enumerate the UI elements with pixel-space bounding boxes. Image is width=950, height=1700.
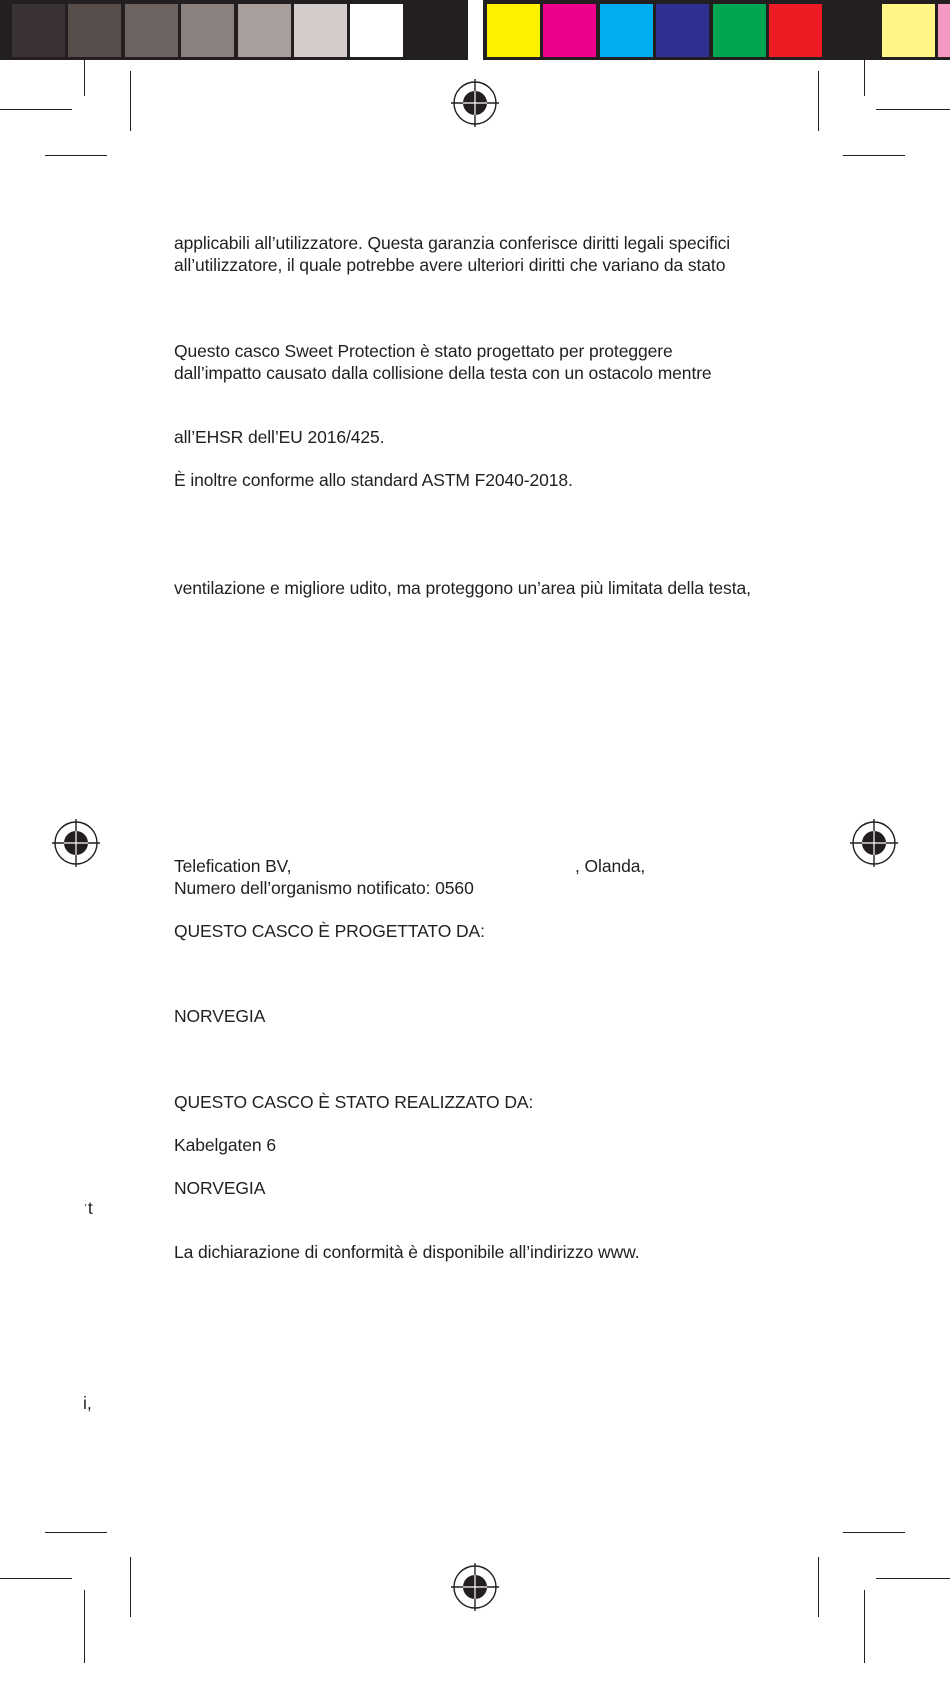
process-color-swatch: [882, 4, 935, 57]
crop-mark: [818, 71, 819, 131]
warranty-text-line-2: all’utilizzatore, il quale potrebbe avere ulteriori diritti che variano da stato: [174, 255, 726, 275]
crop-mark: [84, 1590, 85, 1663]
crop-mark: [843, 155, 905, 156]
crop-mark: [864, 1590, 865, 1663]
gray-swatch: [12, 4, 65, 57]
crop-mark: [843, 1532, 905, 1533]
notified-body-country: , Olanda,: [575, 856, 646, 876]
process-color-swatch: [543, 4, 596, 57]
crop-mark: [864, 60, 865, 96]
gray-swatch: [68, 4, 121, 57]
crop-mark: [0, 1578, 72, 1579]
process-color-swatch: [487, 4, 540, 57]
warranty-text-line-1: applicabili all’utilizzatore. Questa garanzia conferisce diritti legali specifici: [174, 233, 731, 253]
process-color-swatch: [713, 4, 766, 57]
gray-swatch: [181, 4, 234, 57]
gray-swatch: [350, 4, 403, 57]
gray-swatch: [238, 4, 291, 57]
gray-swatch: [125, 4, 178, 57]
declaration-of-conformity-text: La dichiarazione di conformità è disponibile all’indirizzo www.: [174, 1242, 640, 1262]
process-color-swatch: [825, 4, 878, 57]
registration-mark-icon: [451, 79, 499, 127]
made-by-country: NORVEGIA: [174, 1178, 266, 1198]
gray-swatch: [294, 4, 347, 57]
process-color-swatch: [769, 4, 822, 57]
crop-mark: [130, 71, 131, 131]
ehsr-compliance-text: all’EHSR dell’EU 2016/425.: [174, 427, 385, 447]
process-color-swatch: [938, 4, 950, 57]
made-by-street: Kabelgaten 6: [174, 1135, 276, 1155]
notified-body-name: Telefication BV,: [174, 856, 292, 876]
crop-mark: [0, 109, 72, 110]
made-by-heading: QUESTO CASCO È STATO REALIZZATO DA:: [174, 1092, 534, 1112]
margin-fragment: ˑt: [83, 1198, 93, 1218]
registration-mark-icon: [850, 819, 898, 867]
astm-compliance-text: È inoltre conforme allo standard ASTM F2040-2018.: [174, 470, 573, 490]
registration-mark-icon: [52, 819, 100, 867]
crop-mark: [84, 60, 85, 96]
helmet-purpose-line-2: dall’impatto causato dalla collisione della testa con un ostacolo mentre: [174, 363, 712, 383]
crop-mark: [818, 1557, 819, 1617]
designed-by-country: NORVEGIA: [174, 1006, 266, 1026]
registration-mark-icon: [451, 1563, 499, 1611]
gray-swatch: [0, 4, 9, 57]
ventilation-text: ventilazione e migliore udito, ma proteggono un’area più limitata della testa,: [174, 578, 751, 598]
crop-mark: [876, 1578, 950, 1579]
margin-fragment: i,: [83, 1393, 92, 1413]
crop-mark: [130, 1557, 131, 1617]
helmet-purpose-line-1: Questo casco Sweet Protection è stato progettato per proteggere: [174, 341, 673, 361]
designed-by-heading: QUESTO CASCO È PROGETTATO DA:: [174, 921, 485, 941]
crop-mark: [45, 155, 107, 156]
crop-mark: [876, 109, 950, 110]
crop-mark: [45, 1532, 107, 1533]
process-color-swatch: [600, 4, 653, 57]
notified-body-number: Numero dell’organismo notificato: 0560: [174, 878, 474, 898]
process-color-swatch: [656, 4, 709, 57]
